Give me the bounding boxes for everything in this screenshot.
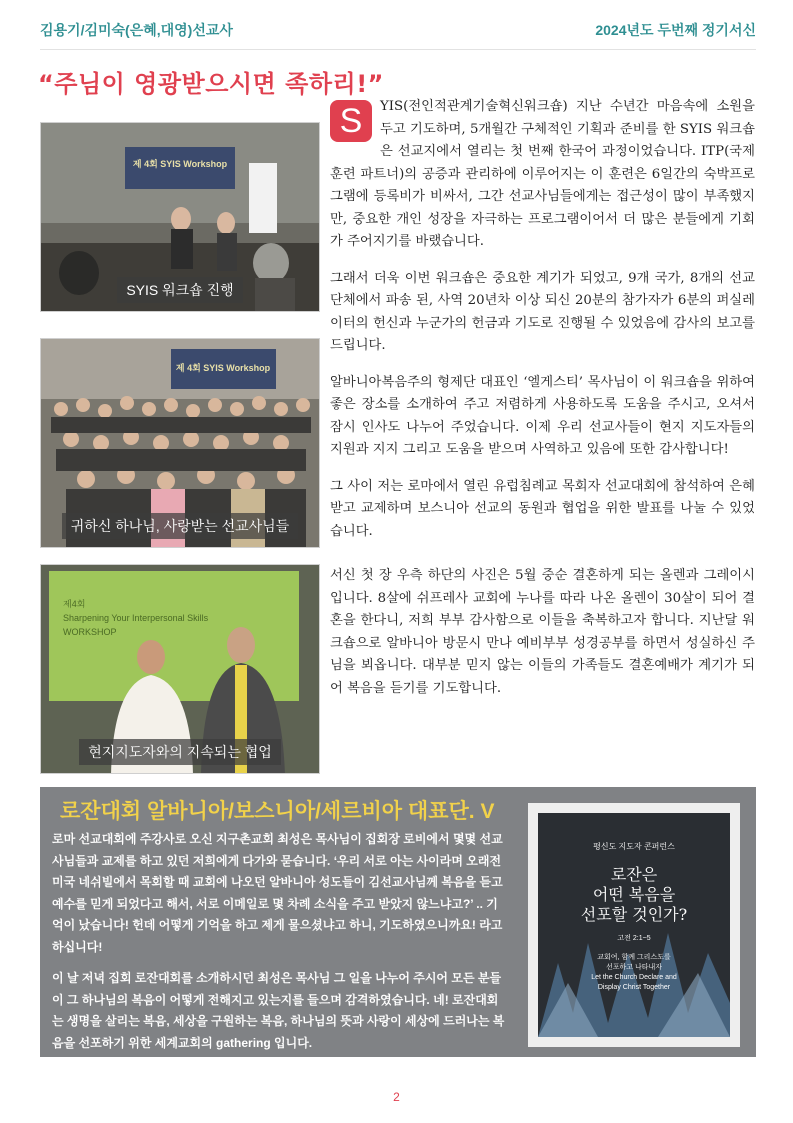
conference-poster-image	[528, 803, 740, 1047]
poster-tagline: 교회여, 함께 그리스도를 선포하고 나타내자 Let the Church Declare and Display Christ Together	[591, 954, 677, 991]
page-title: “주님이 영광받으시면 족하리!”	[38, 70, 384, 98]
page-header	[40, 20, 756, 50]
article-paragraph: 서신 첫 장 우측 하단의 사진은 5월 중순 결혼하게 되는 올렌과 그레이시입니다. 8살에 쉬프레사 교회에 누나를 따라 나온 올렌이 30살이 되어 결혼을 한다니, 저희 부부 감사함으로 이들을 축복하고자 합니다. 지난달 워크숍으로 알바니아 방문시 만나 예비부부 성경공부를 하면서 성실하신 주님을 뵈옵니다. 대부분 믿지 않는 이들의 가족들도 결혼예배가 계기가 되어 복음을 듣기를 기도합니다.	[330, 568, 755, 696]
article-paragraph: 알바니아복음주의 형제단 대표인 ‘엘게스티’ 목사님이 이 워크숍을 위하여 좋은 장소를 소개하여 주고 저렴하게 사용하도록 도움을 주시고, 오셔서 잠시 인사도 나누어 주었습니다. 이제 우리 선교사들이 현지 지도자들의 지원과 지지 그리고 도움을 받으며 사역하고 있음에 또한 감사합니다!	[330, 374, 755, 457]
slide-text: 제4회	[63, 599, 86, 609]
header-missionary-names: 김용기/김미숙(은혜,대영)선교사	[40, 22, 233, 38]
section-paragraph: 로마 선교대회에 주강사로 오신 지구촌교회 최성은 목사님이 집회장 로비에서 몇몇 선교사님들과 교제를 하고 있던 저희에게 다가와 묻습니다. ‘우리 서로 아는 사이라며 오래전 미국 네쉬빌에서 목회할 때 교회에 나오던 알바니아 성도들이 김선교사님께 복음을 듣고 예수를 믿게 되었다고 해서, 서로 이메일로 몇 차례 소식을 주고 받았지 않느냐고?’ .. 기억이 났습니다! 헌데 어떻게 기억을 하고 제게 물으셨냐고 하니, 기도하였으니까요! 라고 하십니다!	[52, 832, 503, 954]
banner-title: 제 4회 SYIS Workshop	[132, 159, 228, 169]
workshop-stage-photo	[40, 122, 320, 312]
poster-reference: 고전 2:1~5	[617, 935, 651, 942]
article-paragraph: S YIS(전인적관계기술혁신워크숍) 지난 수년간 마음속에 소원을 두고 기도하며, 5개월간 구체적인 기획과 준비를 한 SYIS 워크숍은 선교지에서 열리는 첫 번째 한국어 과정이었습니다. ITP(국제 훈련 파트너)의 공증과 관리하에 이루어지는 이 훈련은 6일간의 숙박프로그램에 등록비가 비싸서, 그간 선교사님들에게는 접근성이 많이 부족했지만, 중요한 개인 성장을 자극하는 프로그램이어서 더 많은 분들에게 기회가 주어지기를 바랬습니다.	[330, 99, 756, 249]
drop-cap: S	[330, 100, 372, 142]
section-text	[52, 829, 508, 1064]
page-number: 2	[393, 1090, 400, 1104]
slide-text: Sharpening Your Interpersonal Skills	[63, 613, 209, 623]
presenters-photo	[40, 564, 320, 774]
photo-caption: SYIS 워크숍 진행	[117, 277, 242, 303]
section-paragraph: 이 날 저녁 집회 로잔대회를 소개하시던 최성은 목사님 그 일을 나누어 주시어 모든 분들이 그 하나님의 복음이 어떻게 전해지고 있는지를 들으며 감격하였습니다. 네! 로잔대회는 생명을 살리는 복음, 세상을 구원하는 복음, 하나님의 뜻과 사랑이 세상에 드러나는 복음을 선포하기 위한 세계교회의 gathering 입니다.	[52, 971, 505, 1050]
slide-text: WORKSHOP	[63, 627, 117, 637]
section-title: 로잔대회 알바니아/보스니아/세르비아 대표단. V	[60, 800, 495, 823]
poster-subtitle: 평신도 지도자 콘퍼런스	[593, 842, 675, 851]
article-paragraph: 그 사이 저는 로마에서 열린 유럽침례교 목회자 선교대회에 참석하여 은혜받고 교제하며 보스니아 선교의 동원과 협업을 위한 발표를 나눌 수 있었습니다.	[330, 478, 755, 539]
article-paragraph: 그래서 더욱 이번 워크숍은 중요한 계기가 되었고, 9개 국가, 8개의 선교단체에서 파송 된, 사역 20년차 이상 되신 20분의 참가자가 6분의 퍼실레이터의 헌신과 누군가의 헌금과 기도로 진행될 수 있었음에 감사의 보고를 드립니다.	[330, 270, 755, 353]
lausanne-section	[40, 787, 756, 1057]
photo-caption: 현지지도자와의 지속되는 협업	[79, 739, 281, 765]
group-photo	[40, 338, 320, 548]
poster-title: 로잔은 어떤 복음을 선포할 것인가?	[580, 865, 688, 924]
banner-title: 제 4회 SYIS Workshop	[175, 363, 271, 373]
article-body	[330, 96, 755, 714]
header-newsletter-title: 2024년도 두번째 정기서신	[595, 22, 756, 38]
photo-caption: 귀하신 하나님, 사랑받는 선교사님들	[62, 513, 298, 539]
